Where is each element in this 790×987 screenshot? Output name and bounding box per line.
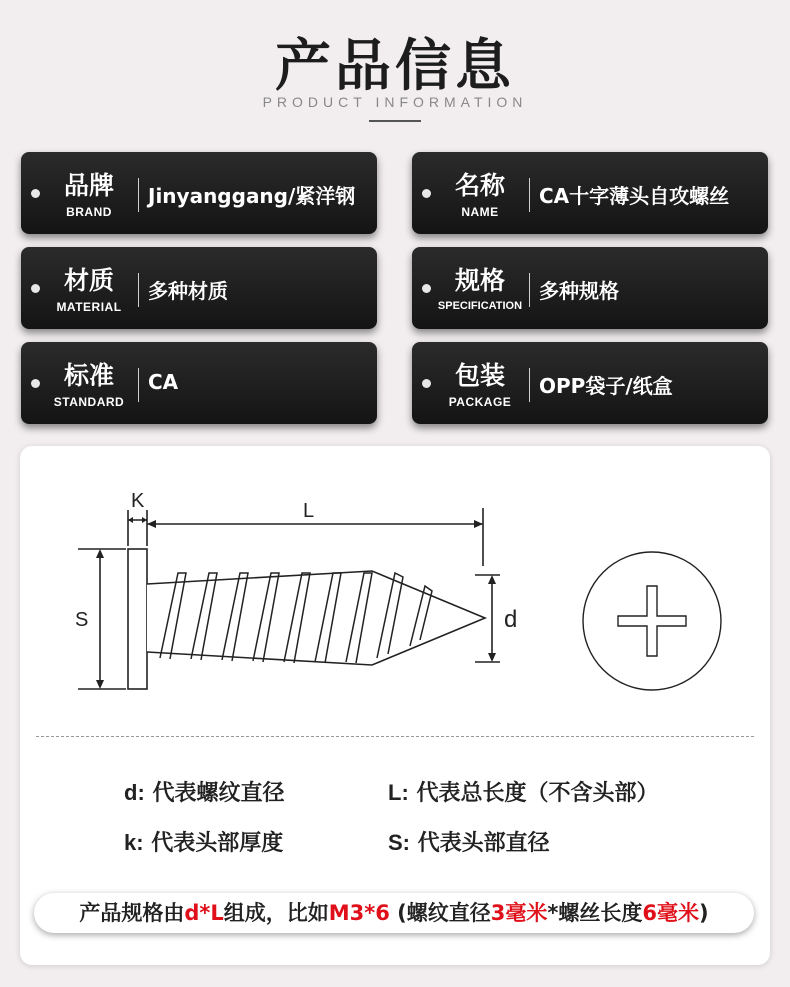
bullet-dot-icon: [31, 284, 40, 293]
spec-label-cn: 品牌: [63, 171, 114, 200]
divider: [138, 273, 139, 307]
note-text: ): [699, 901, 709, 925]
note-highlight: 3毫米: [490, 901, 548, 925]
spec-value: 多种规格: [539, 279, 619, 303]
divider: [529, 273, 530, 307]
note-text: 产品规格由: [79, 901, 185, 925]
dim-label-d: d: [504, 606, 518, 633]
bullet-dot-icon: [31, 379, 40, 388]
spec-label-en: MATERIAL: [56, 300, 122, 314]
spec-value: Jinyanggang/紧洋钢: [148, 184, 356, 208]
divider: [529, 368, 530, 402]
spec-card-material: [21, 247, 377, 329]
bullet-dot-icon: [422, 379, 431, 388]
dim-label-l: L: [303, 500, 315, 522]
spec-card-name: [412, 152, 768, 234]
legend-text: 代表螺纹直径: [152, 781, 285, 806]
legend-d: [124, 776, 284, 807]
screw-head: [128, 549, 147, 689]
spec-value: OPP袋子/纸盒: [539, 374, 673, 398]
legend-k: [124, 826, 283, 857]
spec-label-en: PACKAGE: [448, 395, 512, 409]
spec-card-standard: [21, 342, 377, 424]
bullet-dot-icon: [422, 284, 431, 293]
spec-label-cn: 标准: [63, 361, 114, 390]
dim-label-k: K: [131, 490, 145, 512]
dashed-divider: [36, 736, 754, 737]
diagram-panel: [20, 446, 770, 965]
note-highlight: 6毫米: [642, 901, 700, 925]
legend-text: 代表头部直径: [417, 831, 550, 856]
note-text: 组成，比如: [223, 901, 329, 925]
page-subtitle: PRODUCT INFORMATION: [262, 94, 528, 110]
note-highlight: d*L: [184, 901, 224, 925]
legend-key: L:: [388, 780, 409, 805]
spec-label-cn: 规格: [454, 266, 505, 295]
note-highlight: M3*6: [328, 901, 390, 925]
phillips-cross-icon: [618, 586, 686, 656]
legend-key: S:: [388, 830, 410, 855]
bullet-dot-icon: [31, 189, 40, 198]
spec-label-cn: 名称: [454, 171, 505, 200]
spec-card-specification: [412, 247, 768, 329]
spec-card-brand: [21, 152, 377, 234]
spec-value: CA十字薄头自攻螺丝: [539, 184, 730, 208]
legend-key: d:: [124, 780, 145, 805]
title-underline: [369, 120, 421, 122]
spec-label-cn: 包装: [454, 361, 505, 390]
legend-text: 代表头部厚度: [151, 831, 284, 856]
legend-l: [388, 776, 658, 807]
legend-s: [388, 826, 550, 857]
screw-shank: [147, 571, 485, 665]
spec-value: CA: [148, 370, 179, 394]
spec-format-note: [34, 893, 754, 933]
divider: [529, 178, 530, 212]
page-title: 产品信息: [275, 34, 515, 99]
spec-label-en: BRAND: [66, 205, 112, 219]
screw-head-top-view: [583, 552, 721, 690]
note-text: (螺纹直径: [389, 901, 491, 925]
spec-label-en: STANDARD: [53, 395, 125, 409]
dim-label-s: S: [75, 609, 89, 631]
divider: [138, 368, 139, 402]
legend-text: 代表总长度（不含头部）: [416, 781, 659, 806]
spec-label-cn: 材质: [63, 266, 114, 295]
spec-value: 多种材质: [148, 279, 228, 303]
bullet-dot-icon: [422, 189, 431, 198]
spec-card-package: [412, 342, 768, 424]
note-text: *螺丝长度: [547, 901, 643, 925]
screw-diagram: [20, 446, 770, 726]
spec-label-en: NAME: [461, 205, 499, 219]
spec-label-en: SPECIFICATION: [437, 300, 523, 312]
divider: [138, 178, 139, 212]
legend-key: k:: [124, 830, 144, 855]
